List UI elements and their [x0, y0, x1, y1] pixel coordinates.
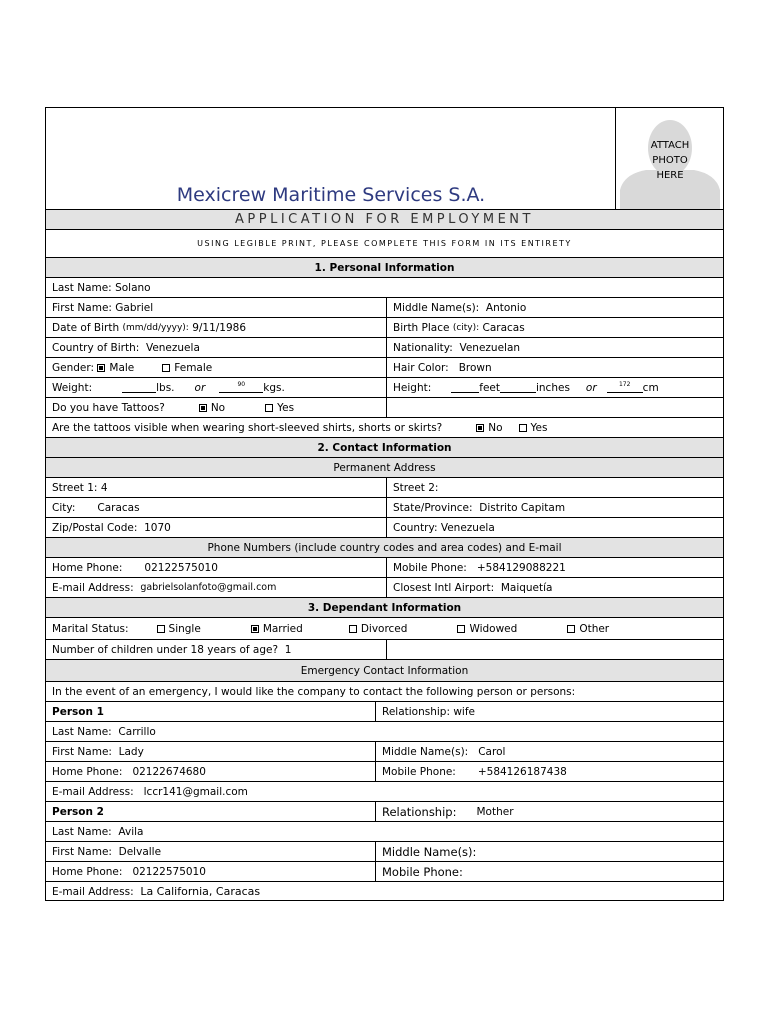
country-label: Country:	[393, 521, 438, 534]
p2-middle-label: Middle Name(s):	[382, 844, 477, 859]
nationality-value[interactable]: Venezuelan	[459, 341, 521, 354]
title-row	[46, 209, 723, 229]
phones-heading: Phone Numbers (include country codes and area codes) and E-mail	[207, 541, 562, 554]
divorced-checkbox[interactable]	[349, 625, 357, 633]
mobile-value[interactable]: +584129088221	[476, 561, 566, 574]
airport-label: Closest Intl Airport:	[393, 581, 495, 594]
tattoos-yes-checkbox[interactable]	[265, 404, 273, 412]
gender-label: Gender:	[52, 361, 95, 374]
street-row	[46, 477, 723, 497]
home-phone-label: Home Phone:	[52, 561, 123, 574]
children-row	[46, 639, 723, 659]
single-label: Single	[168, 622, 201, 635]
p1-phone-row	[46, 761, 723, 781]
nationality-label: Nationality:	[393, 341, 453, 354]
kgs-unit: kgs.	[263, 381, 285, 394]
height-label: Height:	[393, 381, 432, 394]
birth-place-hint: (city):	[452, 322, 480, 333]
p2-name-row	[46, 841, 723, 861]
inches-unit: inches	[535, 381, 570, 394]
p2-home-phone-label: Home Phone:	[52, 865, 123, 878]
birth-place-label: Birth Place	[393, 321, 450, 334]
p2-last-name-value[interactable]: Avila	[118, 825, 144, 838]
zip-label: Zip/Postal Code:	[52, 521, 138, 534]
p1-home-phone-label: Home Phone:	[52, 765, 123, 778]
gender-male-label: Male	[109, 361, 135, 374]
zip-value[interactable]: 1070	[144, 521, 171, 534]
p2-email-value[interactable]: La California, Caracas	[140, 885, 261, 898]
form-header	[46, 108, 724, 209]
middle-name-value[interactable]: Antonio	[485, 301, 527, 314]
person1-heading: Person 1	[52, 705, 104, 718]
instructions-row	[46, 229, 723, 257]
last-name-value[interactable]: Solano	[115, 281, 151, 294]
other-checkbox[interactable]	[567, 625, 575, 633]
perm-address-row	[46, 457, 723, 477]
visible-yes-checkbox[interactable]	[519, 424, 527, 432]
city-label: City:	[52, 501, 76, 514]
lbs-unit: lbs.	[156, 381, 175, 394]
tattoos-label: Do you have Tattoos?	[52, 401, 165, 414]
dob-value[interactable]: 9/11/1986	[192, 321, 247, 334]
hair-value[interactable]: Brown	[458, 361, 492, 374]
photo-label: ATTACH PHOTO HERE	[650, 140, 690, 181]
marital-row	[46, 617, 723, 639]
dob-label: Date of Birth	[52, 321, 120, 334]
street1-label: Street 1:	[52, 481, 98, 494]
tattoos-visible-row	[46, 417, 723, 437]
p1-email-value[interactable]: lccr141@gmail.com	[143, 785, 248, 798]
country-birth-value[interactable]: Venezuela	[145, 341, 200, 354]
p2-phone-row	[46, 861, 723, 881]
married-checkbox[interactable]	[251, 625, 259, 633]
widowed-label: Widowed	[469, 622, 518, 635]
company-name: Mexicrew Maritime Services S.A.	[176, 184, 486, 206]
tattoos-no-checkbox[interactable]	[199, 404, 207, 412]
instructions: USING LEGIBLE PRINT, PLEASE COMPLETE THIS FORM IN ITS ENTIRETY	[197, 239, 572, 248]
home-phone-value[interactable]: 02122575010	[144, 561, 218, 574]
weight-label: Weight:	[52, 381, 93, 394]
city-row	[46, 497, 723, 517]
p1-last-name-label: Last Name:	[52, 725, 112, 738]
p1-first-name-label: First Name:	[52, 745, 112, 758]
feet-unit: feet	[479, 381, 500, 394]
weight-lbs-field[interactable]	[122, 382, 156, 393]
name-row	[46, 297, 723, 317]
children-value[interactable]: 1	[284, 643, 292, 656]
phone-row	[46, 557, 723, 577]
p2-email-label: E-mail Address:	[52, 885, 134, 898]
country-row	[46, 337, 723, 357]
first-name-value[interactable]: Gabriel	[115, 301, 154, 314]
children-label: Number of children under 18 years of age?	[52, 643, 279, 656]
photo-placeholder	[616, 108, 724, 209]
state-label: State/Province:	[393, 501, 473, 514]
perm-address-heading: Permanent Address	[333, 461, 436, 474]
visible-no-label: No	[488, 421, 503, 434]
emergency-intro: In the event of an emergency, I would like the company to contact the following person or persons:	[52, 685, 576, 698]
p2-email-row	[46, 881, 723, 901]
p2-relationship-value[interactable]: Mother	[476, 805, 514, 818]
email-value[interactable]: gabrielsolanfoto@gmail.com	[140, 582, 277, 593]
height-inches-field[interactable]	[500, 382, 536, 393]
application-form	[45, 107, 724, 901]
p1-middle-value[interactable]: Carol	[478, 745, 506, 758]
or-text-2: or	[585, 381, 597, 394]
contact-heading: 2. Contact Information	[317, 441, 452, 454]
phones-heading-row	[46, 537, 723, 557]
contact-heading-row	[46, 437, 723, 457]
p1-mobile-label: Mobile Phone:	[382, 765, 456, 778]
married-label: Married	[262, 622, 303, 635]
street2-label: Street 2:	[393, 481, 439, 494]
or-text: or	[194, 381, 206, 394]
personal-heading: 1. Personal Information	[314, 261, 455, 274]
tattoos-row	[46, 397, 723, 417]
p1-middle-label: Middle Name(s):	[382, 745, 469, 758]
city-value[interactable]: Caracas	[97, 501, 140, 514]
p1-email-label: E-mail Address:	[52, 785, 134, 798]
gender-row	[46, 357, 723, 377]
hair-label: Hair Color:	[393, 361, 449, 374]
p1-relationship-label: Relationship:	[382, 705, 450, 718]
weight-kg-field[interactable]: 90	[219, 382, 263, 393]
p2-mobile-label: Mobile Phone:	[382, 864, 463, 879]
first-name-label: First Name:	[52, 301, 112, 314]
dependant-heading: 3. Dependant Information	[307, 601, 462, 614]
other-label: Other	[579, 622, 610, 635]
divorced-label: Divorced	[360, 622, 408, 635]
p1-name-row	[46, 741, 723, 761]
cm-unit: cm	[642, 381, 659, 394]
tattoos-no-label: No	[210, 401, 226, 414]
single-checkbox[interactable]	[157, 625, 165, 633]
tattoos-visible-label: Are the tattoos visible when wearing short-sleeved shirts, shorts or skirts?	[52, 421, 443, 434]
email-label: E-mail Address:	[52, 581, 134, 594]
gender-female-label: Female	[174, 361, 213, 374]
mobile-label: Mobile Phone:	[393, 561, 467, 574]
height-feet-field[interactable]	[451, 382, 479, 393]
p2-last-name-label: Last Name:	[52, 825, 112, 838]
airport-value[interactable]: Maiquetía	[500, 581, 553, 594]
birth-row	[46, 317, 723, 337]
p1-home-phone-value[interactable]: 02122674680	[132, 765, 206, 778]
p2-last-name-row	[46, 821, 723, 841]
dependant-heading-row	[46, 597, 723, 617]
last-name-label: Last Name:	[52, 281, 112, 294]
p1-first-name-value[interactable]: Lady	[118, 745, 144, 758]
p1-mobile-value[interactable]: +584126187438	[477, 765, 567, 778]
zip-row	[46, 517, 723, 537]
person1-heading-row	[46, 701, 723, 721]
weight-height-row	[46, 377, 723, 397]
p2-first-name-value[interactable]: Delvalle	[118, 845, 162, 858]
dob-format: (mm/dd/yyyy):	[122, 322, 189, 333]
emergency-intro-row	[46, 681, 723, 701]
street1-value[interactable]: 4	[100, 481, 108, 494]
p1-relationship-value[interactable]: wife	[453, 705, 476, 718]
last-name-row	[46, 277, 723, 297]
widowed-checkbox[interactable]	[457, 625, 465, 633]
state-value[interactable]: Distrito Capitam	[479, 501, 566, 514]
p1-last-name-row	[46, 721, 723, 741]
p1-email-row	[46, 781, 723, 801]
p2-first-name-label: First Name:	[52, 845, 112, 858]
personal-heading-row	[46, 257, 723, 277]
gender-male-checkbox[interactable]	[97, 364, 105, 372]
email-row	[46, 577, 723, 597]
p2-relationship-label: Relationship:	[382, 804, 457, 819]
marital-label: Marital Status:	[52, 622, 129, 635]
middle-name-label: Middle Name(s):	[393, 301, 480, 314]
country-birth-label: Country of Birth:	[52, 341, 140, 354]
visible-no-checkbox[interactable]	[476, 424, 484, 432]
gender-female-checkbox[interactable]	[162, 364, 170, 372]
form-title: APPLICATION FOR EMPLOYMENT	[235, 212, 534, 227]
p2-home-phone-value[interactable]: 02122575010	[132, 865, 206, 878]
visible-yes-label: Yes	[530, 421, 548, 434]
p1-last-name-value[interactable]: Carrillo	[118, 725, 156, 738]
emergency-heading-row	[46, 659, 723, 681]
country-value[interactable]: Venezuela	[440, 521, 495, 534]
person2-heading-row	[46, 801, 723, 821]
emergency-heading: Emergency Contact Information	[300, 664, 469, 677]
birth-place-value[interactable]: Caracas	[482, 321, 525, 334]
person2-heading: Person 2	[52, 805, 104, 818]
height-cm-field[interactable]: 172	[607, 382, 643, 393]
logo-area	[46, 108, 616, 209]
tattoos-yes-label: Yes	[277, 401, 295, 414]
